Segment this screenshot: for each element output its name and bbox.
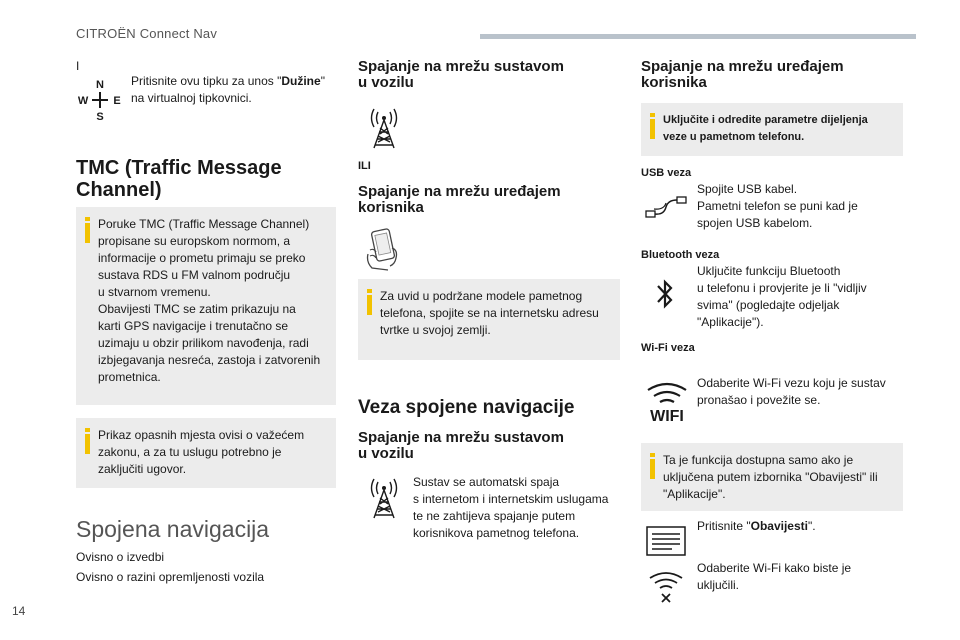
text-line: uključili. (697, 578, 740, 592)
info-icon (650, 453, 655, 479)
danger-info-box (76, 418, 336, 488)
text-line: Sustav se automatski spaja (413, 475, 560, 489)
compass-e: E (113, 95, 121, 107)
tmc-info-box (76, 207, 336, 405)
models-box-text (380, 288, 610, 339)
text-line: Obavijesti TMC se zatim prikazuju na (98, 302, 296, 316)
compass-s: S (96, 111, 104, 122)
text-line: karti GPS navigacije i trenutačno se (98, 319, 289, 333)
text-line: "Aplikacije". (663, 487, 726, 501)
section-letter: I (76, 59, 80, 73)
compass-w: W (78, 95, 89, 107)
tmc-title-line2: Channel) (76, 179, 162, 201)
korisnik-title-line2: korisnika (358, 199, 424, 216)
sustav2-title (358, 430, 620, 462)
text-line: s internetom i internetskim uslugama (413, 492, 609, 506)
wifi-text: WIFI (650, 408, 684, 424)
text-line: Uključite funkciju Bluetooth (697, 264, 841, 278)
text-line: spojen USB kabelom. (697, 216, 813, 230)
text-line: svima" (pogledajte odjeljak (697, 298, 840, 312)
text-line: Odaberite Wi-Fi kako biste je (697, 561, 852, 575)
duzine-pre: Pritisnite ovu tipku za unos " (131, 74, 282, 88)
obav-bold: Obavijesti (750, 519, 808, 533)
col3-title (641, 59, 905, 91)
wifi-icon (644, 378, 690, 424)
text-line: Poruke TMC (Traffic Message Channel) (98, 217, 310, 231)
duzine-bold: Dužine (281, 74, 321, 88)
text-line: veze u pametnom telefonu. (663, 131, 805, 143)
duzine-line2: na virtualnoj tipkovnici. (131, 91, 252, 105)
share-info-box (641, 103, 903, 156)
text-line: u telefonu i provjerite je li "vidljiv (697, 281, 867, 295)
text-line: zakonu, a za tu uslugu potrebno je (98, 445, 282, 459)
text-line: sustava RDS u FM valnom području (98, 268, 291, 282)
text-line: telefona, spojite se na internetsku adresu (380, 306, 599, 320)
col3-title-line2: korisnika (641, 74, 707, 91)
list-menu-icon (646, 526, 686, 556)
page-number: 14 (12, 604, 26, 618)
text-line: Za uvid u podržane modele pametnog (380, 289, 583, 303)
danger-box-text (98, 427, 326, 478)
info-icon (85, 217, 90, 243)
obavijesti-instruction (697, 518, 816, 535)
func-box-text (663, 452, 893, 503)
share-box-text (663, 112, 893, 146)
ovisno-opremljenosti: Ovisno o razini opremljenosti vozila (76, 570, 265, 584)
text-line: Odaberite Wi-Fi vezu koju je sustav (697, 376, 886, 390)
korisnik-title-line1: Spajanje na mrežu uređajem (358, 183, 561, 200)
text-line: Uključite i odredite parametre dijeljenja (663, 114, 868, 126)
text-line: tvrtke u svojoj zemlji. (380, 323, 491, 337)
text-line: u stvarnom vremenu. (98, 285, 211, 299)
compass-nwes-icon (78, 78, 122, 122)
spojena-navigacija-title: Spojena navigacija (76, 516, 270, 542)
bluetooth-icon (654, 276, 676, 312)
text-line: Prikaz opasnih mjesta ovisi o važećem (98, 428, 305, 442)
tmc-title (76, 157, 336, 201)
usb-text (697, 181, 907, 232)
text-line: propisane su europskom normom, a (98, 234, 291, 248)
text-line: zaključiti ugovor. (98, 462, 187, 476)
ovisno-izvedbi: Ovisno o izvedbi (76, 550, 165, 564)
obav-pre: Pritisnite " (697, 519, 751, 533)
smartphone-hand-icon (362, 226, 406, 272)
text-line: Spojite USB kabel. (697, 182, 798, 196)
obav-post: ". (807, 519, 816, 533)
usb-label: USB veza (641, 167, 692, 179)
text-line: prometnica. (98, 370, 161, 384)
compass-n: N (96, 79, 104, 91)
usb-cable-icon (644, 193, 688, 221)
text-line: pronašao i povežite se. (697, 393, 821, 407)
bluetooth-label: Bluetooth veza (641, 249, 720, 261)
text-line: uzimaju u obzir prilikom navođenja, radi (98, 336, 309, 350)
text-line: Ta je funkcija dostupna samo ako je (663, 453, 854, 467)
col3-title-line1: Spajanje na mrežu uređajem (641, 58, 844, 75)
tmc-title-line1: TMC (Traffic Message (76, 157, 282, 179)
sustav2-text (413, 474, 623, 542)
wifi-select-text (697, 560, 907, 594)
func-info-box (641, 443, 903, 511)
sustav2-title-line2: u vozilu (358, 445, 414, 462)
antenna-icon (364, 106, 404, 150)
text-line: te ne zahtijeva spajanje putem (413, 509, 576, 523)
info-icon (367, 289, 372, 315)
text-line: izbjegavanja nesreća, zastoja i zatvorenih (98, 353, 321, 367)
duzine-instruction (131, 73, 341, 107)
text-line: "Aplikacije"). (697, 315, 764, 329)
sustav-title-line1: Spajanje na mrežu sustavom (358, 58, 564, 75)
ili-label: ILI (358, 160, 371, 172)
bluetooth-text (697, 263, 907, 331)
sustav-title-line2: u vozilu (358, 74, 414, 91)
text-line: korisnikova pametnog telefona. (413, 526, 580, 540)
sustav-title (358, 59, 620, 91)
models-info-box (358, 279, 620, 360)
text-line: informacije o prometu primaju se preko (98, 251, 306, 265)
info-icon (650, 113, 655, 139)
veza-title: Veza spojene navigacije (358, 397, 575, 418)
tmc-box-text (98, 216, 326, 386)
text-line: uključena putem izbornika "Obavijesti" ili (663, 470, 878, 484)
wifi-label: Wi-Fi veza (641, 342, 695, 354)
text-line: Pametni telefon se puni kad je (697, 199, 858, 213)
wifi-settings-icon (646, 568, 686, 604)
header-title: CITROËN Connect Nav (76, 26, 218, 41)
antenna-icon (364, 476, 404, 520)
sustav2-title-line1: Spajanje na mrežu sustavom (358, 429, 564, 446)
wifi-text-block (697, 375, 907, 409)
info-icon (85, 428, 90, 454)
duzine-post: " (320, 74, 325, 88)
korisnik-title (358, 184, 620, 216)
header-divider (480, 34, 916, 39)
